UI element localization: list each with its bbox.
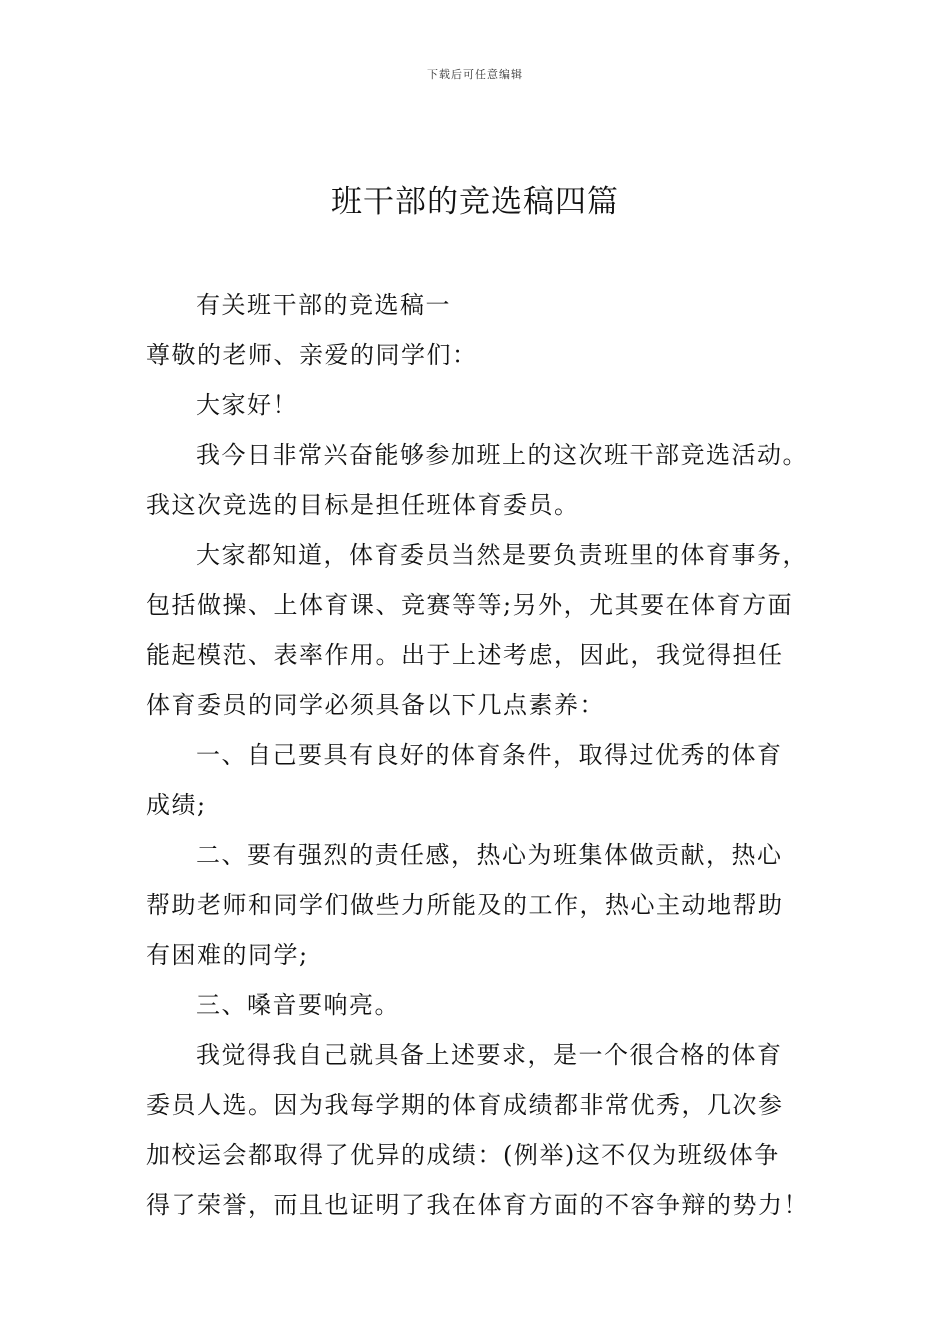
header-note: 下载后可任意编辑 [427,68,523,81]
paragraph-line: 我觉得我自己就具备上述要求，是一个很合格的体育 [196,1041,783,1069]
list-item-line: 三、嗓音要响亮。 [196,991,400,1019]
list-item-line: 一、自己要具有良好的体育条件，取得过优秀的体育 [196,741,783,769]
paragraph-line: 我今日非常兴奋能够参加班上的这次班干部竞选活动。 [196,441,808,469]
paragraph-line: 体育委员的同学必须具备以下几点素养： [146,691,605,719]
list-item-line: 有困难的同学; [146,941,309,969]
paragraph-line: 委员人选。因为我每学期的体育成绩都非常优秀，几次参 [146,1091,784,1119]
paragraph-line: 得了荣誉，而且也证明了我在体育方面的不容争辩的势力！ [146,1191,809,1219]
paragraph-line: 大家都知道，体育委员当然是要负责班里的体育事务， [196,541,808,569]
document-title: 班干部的竞选稿四篇 [331,184,619,220]
document-body [146,280,826,1230]
list-item-line: 帮助老师和同学们做些力所能及的工作，热心主动地帮助 [146,891,784,919]
section-heading: 有关班干部的竞选稿一 [196,291,451,319]
paragraph-line: 包括做操、上体育课、竞赛等等;另外，尤其要在体育方面 [146,591,794,619]
list-item-line: 二、要有强烈的责任感，热心为班集体做贡献，热心 [196,841,783,869]
paragraph-line: 加校运会都取得了优异的成绩：(例举)这不仅为班级体争 [146,1141,780,1169]
list-item-line: 成绩; [146,791,207,819]
paragraph-line: 我这次竞选的目标是担任班体育委员。 [146,491,580,519]
greeting: 大家好！ [196,391,298,419]
paragraph-line: 能起模范、表率作用。出于上述考虑，因此，我觉得担任 [146,641,784,669]
salutation: 尊敬的老师、亲爱的同学们： [146,341,478,369]
